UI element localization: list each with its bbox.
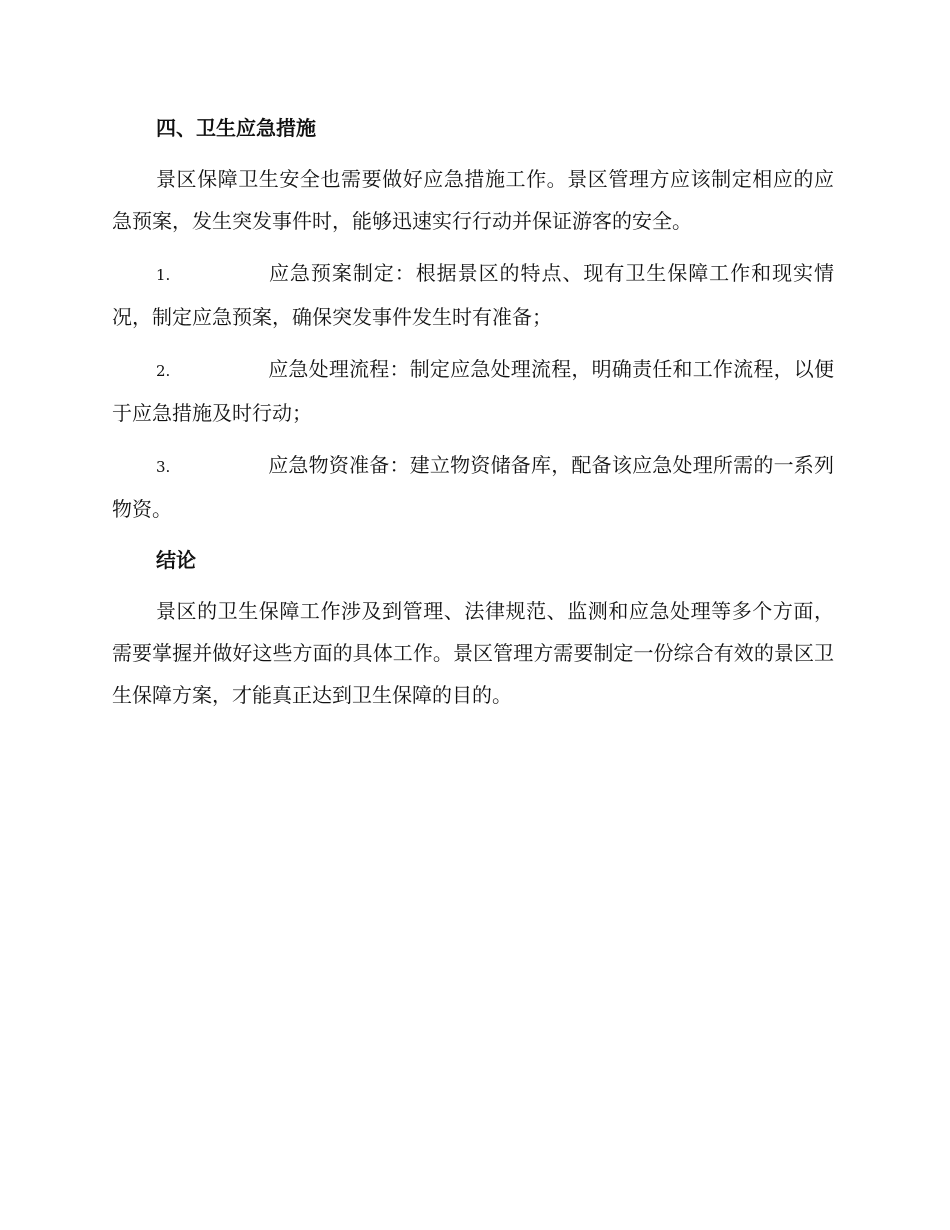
list-item-text: 应急预案制定：根据景区的特点、现有卫生保障工作和现实情况，制定应急预案，确保突发事件发生时有准备； — [112, 261, 834, 329]
section-heading-emergency: 四、卫生应急措施 — [156, 116, 316, 140]
list-item — [112, 252, 834, 338]
list-item-number: 1. — [156, 266, 171, 284]
list-item-text: 应急物资准备：建立物资储备库，配备该应急处理所需的一系列物资。 — [112, 453, 834, 521]
section-heading-conclusion: 结论 — [156, 548, 196, 572]
list-item-number: 2. — [156, 362, 171, 380]
section-intro-paragraph: 景区保障卫生安全也需要做好应急措施工作。景区管理方应该制定相应的应急预案，发生突发事件时，能够迅速实行行动并保证游客的安全。 — [112, 167, 834, 233]
list-item-text: 应急处理流程：制定应急处理流程，明确责任和工作流程，以便于应急措施及时行动； — [112, 357, 834, 425]
conclusion-paragraph: 景区的卫生保障工作涉及到管理、法律规范、监测和应急处理等多个方面，需要掌握并做好这些方面的具体工作。景区管理方需要制定一份综合有效的景区卫生保障方案，才能真正达到卫生保障的目的。 — [112, 599, 834, 707]
list-item-number: 3. — [156, 458, 171, 476]
document-page — [112, 108, 834, 726]
list-item — [112, 444, 834, 530]
list-item — [112, 348, 834, 434]
